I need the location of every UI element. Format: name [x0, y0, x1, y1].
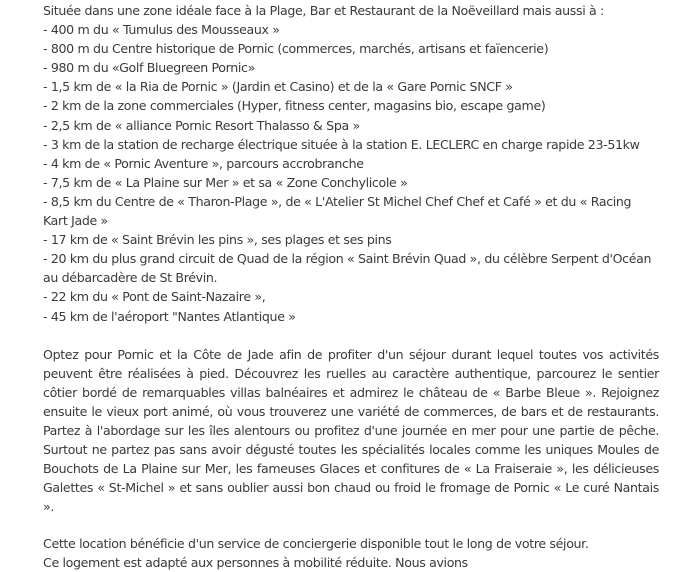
list-item: - 20 km du plus grand circuit de Quad de la région « Saint Brévin Quad », du célèbre Serpent d'Océan au débarcadère de St Brévin.	[43, 251, 652, 286]
list-item: - 2 km de la zone commerciales (Hyper, fitness center, magasins bio, escape game)	[43, 98, 546, 114]
list-item: - 8,5 km du Centre de « Tharon-Plage », de « L'Atelier St Michel Chef Chef et Café » et du « Racing Kart Jade »	[43, 193, 632, 229]
list-item: - 7,5 km de « La Plaine sur Mer » et sa « Zone Conchylicole »	[43, 174, 408, 190]
spacer	[43, 326, 659, 345]
pornic-paragraph: Optez pour Pornic et la Côte de Jade afin de profiter d'un séjour durant lequel toutes vos activités peuvent être réalisées à pied. Découvrez les ruelles au caractère authentique, parcourez le sentier côtier bordé de remarquables villas balnéaires et admirez le château de « Barbe Bleue ». Rejoignez ensuite le vieux port animé, où vous trouverez une variété de commerces, de bars et de restaurants. Partez à l'abordage sur les îles alentours ou profitez d'une journée en mer pour une partie de pêche. Surtout ne partez pas sans avoir dégusté toutes les spécialités locales comme les uniques Moules de Bouchots de La Plaine sur Mer, les fameuses Glaces et confitures de « La Fraiseraie », les délicieuses Galettes « St-Michel » et sans oublier aussi bon chaud ou froid le fromage de Pornic « Le curé Nantais ».	[43, 346, 659, 515]
listing-description	[43, 1, 659, 572]
list-item: - 4 km de « Pornic Aventure », parcours accrobranche	[43, 155, 364, 171]
list-item: - 17 km de « Saint Brévin les pins », ses plages et ses pins	[43, 232, 392, 248]
list-item: - 22 km du « Pont de Saint-Nazaire »,	[43, 289, 266, 305]
list-item: - 800 m du Centre historique de Pornic (commerces, marchés, artisans et faïencerie)	[43, 41, 549, 57]
list-item: - 400 m du « Tumulus des Mousseaux »	[43, 22, 280, 38]
location-intro: Située dans une zone idéale face à la Plage, Bar et Restaurant de la Noëveillard mais aussi à :	[43, 3, 604, 18]
distances-list	[43, 20, 659, 326]
cutoff-paragraph: Ce logement est adapté aux personnes à mobilité réduite. Nous avions	[43, 554, 468, 570]
list-item: - 3 km de la station de recharge électrique située à la station E. LECLERC en charge rapide 23-51kw	[43, 136, 640, 152]
concierge-paragraph: Cette location bénéficie d'un service de conciergerie disponible tout le long de votre séjour.	[43, 535, 589, 551]
list-item: - 1,5 km de « la Ria de Pornic » (Jardin et Casino) et de la « Gare Pornic SNCF »	[43, 79, 513, 95]
list-item: - 2,5 km de « alliance Pornic Resort Thalasso & Spa »	[43, 117, 360, 133]
list-item: - 45 km de l'aéroport "Nantes Atlantique »	[43, 308, 296, 324]
list-item: - 980 m du «Golf Bluegreen Pornic»	[43, 60, 255, 76]
spacer	[43, 517, 659, 534]
